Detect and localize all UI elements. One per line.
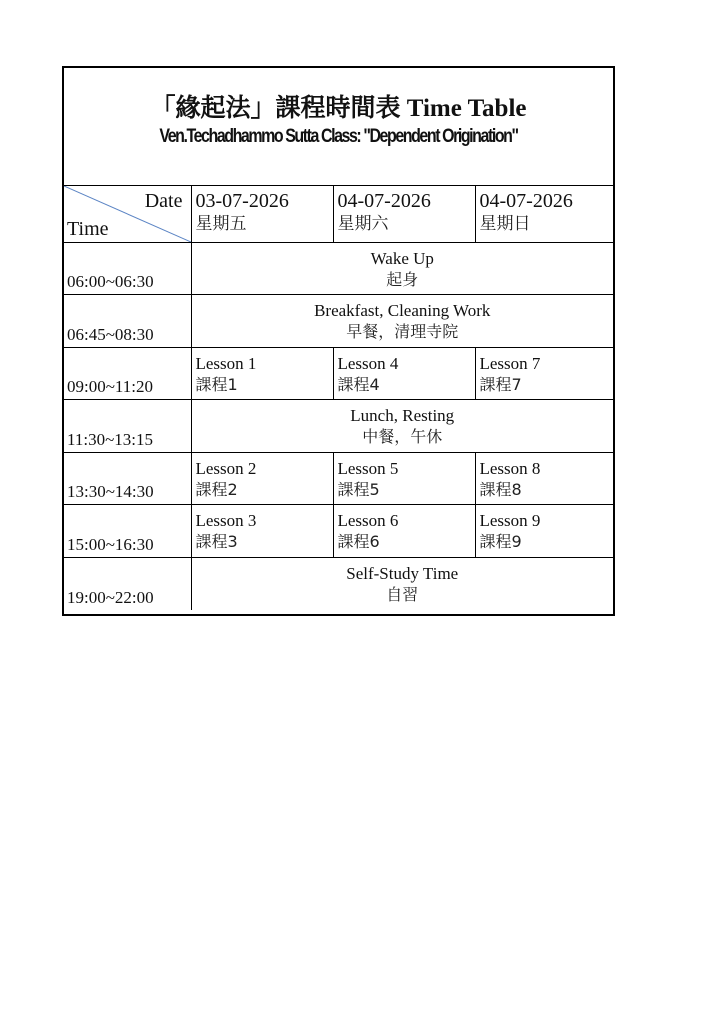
column-date: 03-07-2026: [195, 190, 289, 212]
lesson-label-en: Lesson 5: [337, 458, 399, 478]
schedule-row: [64, 347, 613, 400]
lesson-label-zh: 課程7: [479, 374, 522, 394]
activity-label-zh: 中餐，午休: [362, 427, 443, 446]
lesson-label-zh: 課程3: [195, 532, 238, 551]
activity-label-zh: 早餐，清理寺院: [346, 322, 459, 341]
time-slot-cell: [64, 452, 191, 505]
lesson-cell: [333, 452, 475, 505]
lesson-cell: [191, 505, 333, 558]
activity-cell: [191, 295, 613, 348]
column-day: 星期六: [337, 214, 389, 234]
lesson-label-en: Lesson 7: [479, 353, 541, 373]
lesson-label-en: Lesson 4: [337, 353, 399, 373]
time-axis-label: Time: [67, 217, 109, 240]
schedule-row: [64, 295, 613, 348]
lesson-label-zh: 課程8: [479, 479, 522, 499]
lesson-label-zh: 課程6: [337, 532, 380, 551]
lesson-cell: [475, 505, 613, 558]
activity-label-zh: 起身: [386, 269, 419, 289]
column-date: 04-07-2026: [479, 190, 573, 212]
time-slot: 13:30~14:30: [67, 482, 154, 501]
time-slot-cell: [64, 347, 191, 400]
time-slot: 11:30~13:15: [67, 429, 154, 449]
column-day: 星期五: [195, 214, 247, 234]
schedule-row: [64, 557, 613, 610]
column-day: 星期日: [479, 214, 531, 234]
schedule-row: [64, 242, 613, 295]
lesson-cell: [191, 347, 333, 400]
date-column-header: [475, 186, 613, 242]
corner-cell: [64, 186, 191, 242]
time-slot: 06:00~06:30: [67, 272, 154, 291]
lesson-label-zh: 課程1: [195, 374, 238, 394]
header-row: [64, 186, 613, 242]
time-slot-cell: [64, 557, 191, 610]
page-title: 「緣起法」課程時間表 Time Table: [150, 95, 527, 122]
lesson-label-en: Lesson 3: [195, 511, 257, 530]
schedule-row: [64, 400, 613, 453]
schedule-row: [64, 452, 613, 505]
lesson-label-zh: 課程9: [479, 532, 522, 551]
page-subtitle: Ven.Techadhammo Sutta Class: "Dependent Origination": [159, 126, 518, 147]
time-slot-cell: [64, 295, 191, 348]
activity-cell: [191, 242, 613, 295]
lesson-label-zh: 課程2: [195, 479, 238, 499]
lesson-cell: [475, 452, 613, 505]
date-column-header: [191, 186, 333, 242]
activity-cell: [191, 400, 613, 453]
time-slot-cell: [64, 400, 191, 453]
lesson-cell: [191, 452, 333, 505]
lesson-label-en: Lesson 6: [337, 511, 399, 530]
lesson-label-en: Lesson 1: [195, 353, 257, 373]
activity-label-en: Breakfast, Cleaning Work: [314, 301, 491, 320]
activity-label-zh: 自習: [386, 584, 419, 604]
lesson-label-en: Lesson 9: [479, 511, 541, 530]
date-axis-label: Date: [144, 190, 183, 212]
lesson-cell: [475, 347, 613, 400]
timetable-sheet: [62, 66, 615, 616]
activity-label-en: Wake Up: [370, 248, 434, 268]
timetable-body: [64, 186, 613, 610]
activity-label-en: Lunch, Resting: [350, 406, 455, 425]
lesson-cell: [333, 347, 475, 400]
time-slot: 15:00~16:30: [67, 534, 154, 554]
activity-label-en: Self-Study Time: [346, 563, 459, 583]
timetable: [64, 186, 613, 610]
activity-cell: [191, 557, 613, 610]
time-slot: 06:45~08:30: [67, 324, 154, 344]
time-slot: 19:00~22:00: [67, 587, 154, 607]
schedule-row: [64, 505, 613, 558]
lesson-label-zh: 課程4: [337, 374, 380, 394]
lesson-label-en: Lesson 8: [479, 458, 541, 478]
column-date: 04-07-2026: [337, 190, 431, 212]
lesson-cell: [333, 505, 475, 558]
title-block: [64, 68, 613, 186]
date-column-header: [333, 186, 475, 242]
lesson-label-en: Lesson 2: [195, 458, 257, 478]
time-slot-cell: [64, 505, 191, 558]
time-slot: 09:00~11:20: [67, 377, 154, 396]
lesson-label-zh: 課程5: [337, 479, 380, 499]
time-slot-cell: [64, 242, 191, 295]
